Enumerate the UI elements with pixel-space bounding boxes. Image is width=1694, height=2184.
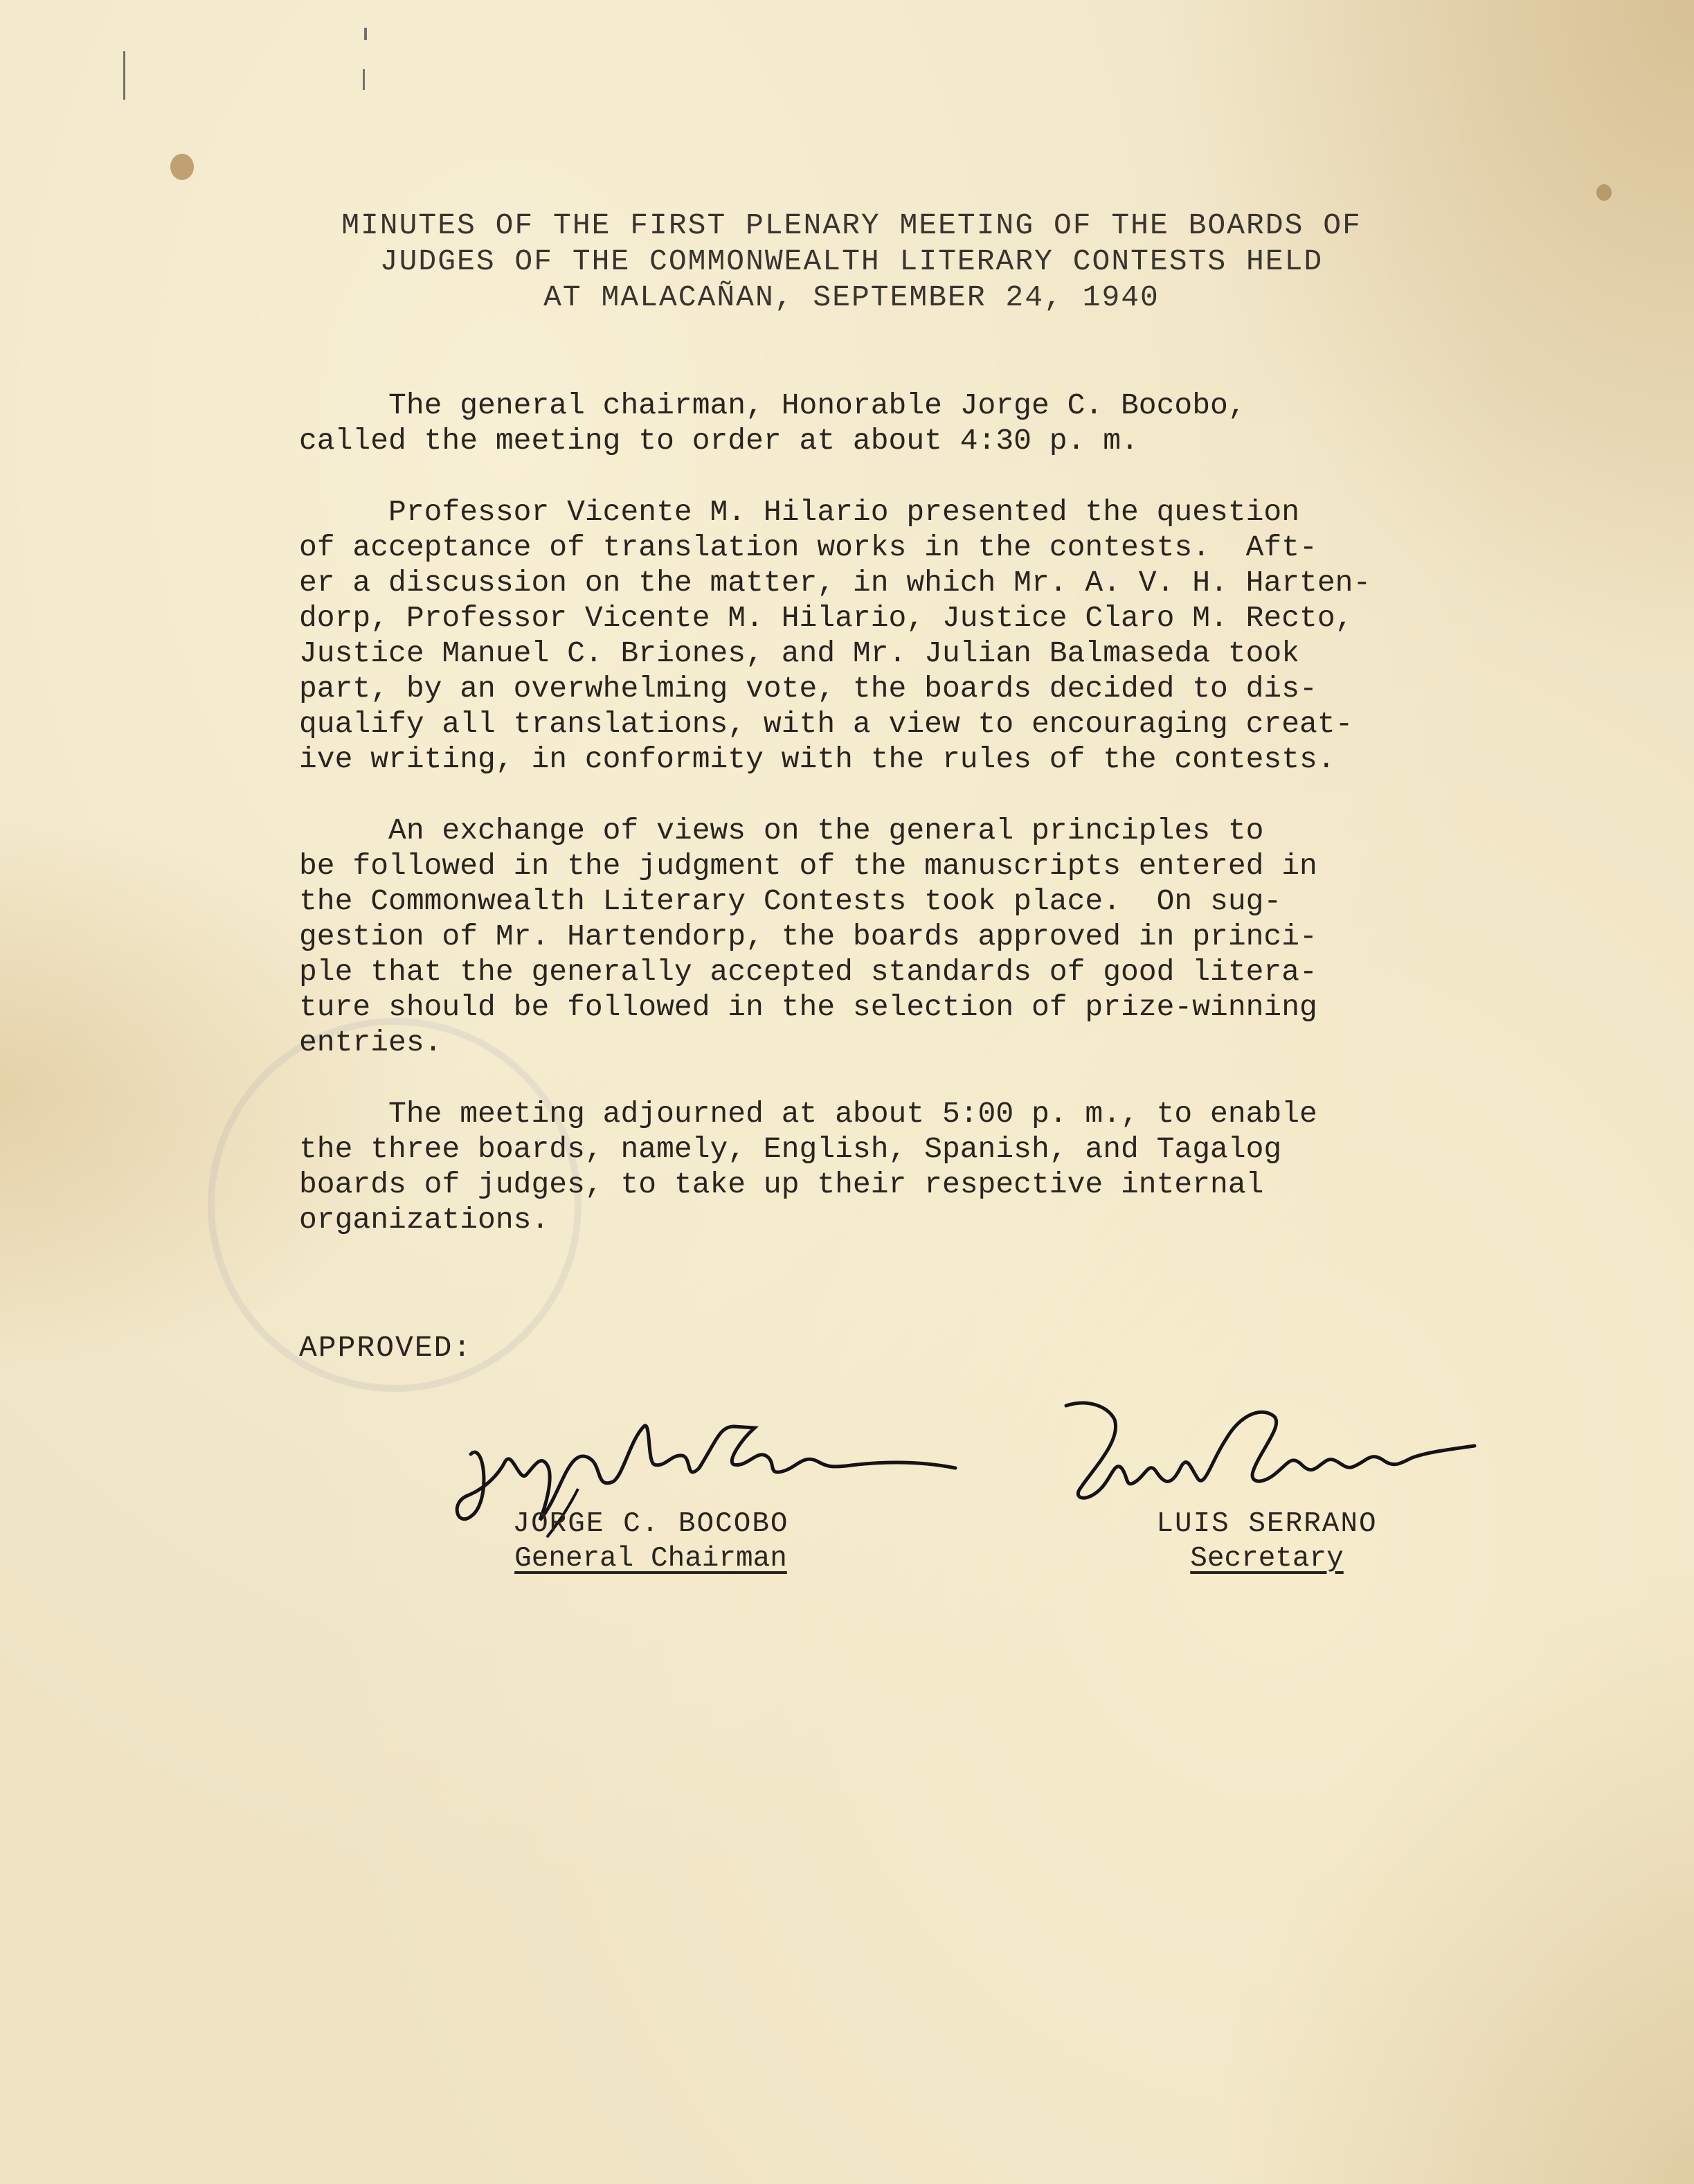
body-line: the Commonwealth Literary Contests took place. On sug- [299,884,1282,918]
signatory-name: LUIS SERRANO [1156,1508,1378,1540]
paragraph-principles [299,813,1545,1060]
body-line: organizations. [299,1203,550,1237]
signatory-role: Secretary [1190,1543,1344,1575]
signatory-name: JORGE C. BOCOBO [512,1508,789,1540]
binder-mark [364,28,367,40]
paragraph-translations [299,494,1545,777]
signatory-secretary [1108,1507,1426,1576]
rust-stain [170,154,194,180]
body-line: of acceptance of translation works in the contests. Aft- [299,530,1317,564]
body-line: dorp, Professor Vicente M. Hilario, Justice Claro M. Recto, [299,601,1353,635]
body-line: An exchange of views on the general principles to [299,814,1264,848]
approved-label: APPROVED: [299,1331,473,1365]
body-line: entries. [299,1026,442,1059]
body-line: ture should be followed in the selection of prize-winning [299,990,1317,1024]
document-title [263,208,1440,316]
body-line: Justice Manuel C. Briones, and Mr. Julian Balmaseda took [299,636,1300,670]
signatory-role: General Chairman [514,1543,787,1575]
body-line: Professor Vicente M. Hilario presented the question [299,495,1300,529]
binder-mark [123,51,125,100]
rust-stain [1596,184,1612,201]
signature-serrano [1052,1385,1495,1516]
body-line: ple that the generally accepted standards of good litera- [299,955,1317,989]
title-line: JUDGES OF THE COMMONWEALTH LITERARY CONTESTS HELD [379,244,1324,278]
body-line: the three boards, namely, English, Spanish, and Tagalog [299,1132,1282,1166]
paragraph-call-to-order [299,388,1545,458]
paragraph-adjourned [299,1096,1545,1237]
title-line: AT MALACAÑAN, SEPTEMBER 24, 1940 [543,280,1160,314]
body-line: gestion of Mr. Hartendorp, the boards approved in princi- [299,920,1317,954]
body-line: ive writing, in conformity with the rules of the contests. [299,742,1335,776]
body-line: The general chairman, Honorable Jorge C. Bocobo, [299,388,1246,422]
signatory-chairman [457,1507,845,1576]
body-line: be followed in the judgment of the manuscripts entered in [299,849,1317,883]
body-line: qualify all translations, with a view to encouraging creat- [299,707,1353,741]
body-line: The meeting adjourned at about 5:00 p. m., to enable [299,1097,1317,1131]
body-line: called the meeting to order at about 4:30 p. m. [299,424,1139,458]
title-line: MINUTES OF THE FIRST PLENARY MEETING OF THE BOARDS OF [341,208,1362,242]
body-line: part, by an overwhelming vote, the boards decided to dis- [299,672,1317,706]
body-line: er a discussion on the matter, in which Mr. A. V. H. Harten- [299,566,1371,600]
body-line: boards of judges, to take up their respective internal [299,1167,1264,1201]
binder-mark [363,69,365,90]
document-body [299,388,1545,1273]
